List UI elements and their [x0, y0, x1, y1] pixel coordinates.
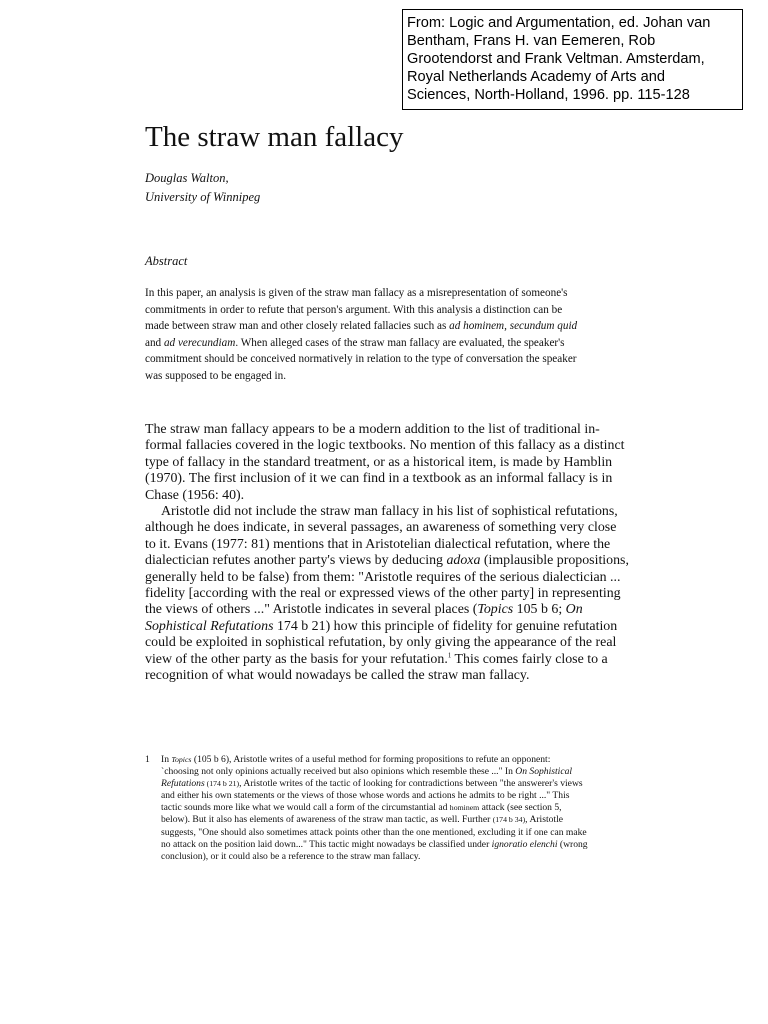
body-italic-term: adoxa — [446, 553, 481, 569]
footnote-text-run: (174 b 34) — [492, 815, 526, 825]
body-text-run: view of the other party as the basis for your refutation. — [145, 651, 448, 667]
body-line: Chase (1956: 40). — [145, 487, 245, 503]
footnote-text-run: attack (see section 5, — [479, 802, 562, 814]
body-line: recognition of what would nowadays be called the straw man fallacy. — [145, 668, 530, 684]
footnote-text-run: no attack on the position laid down..." This tactic might nowadays be classified under — [161, 838, 492, 850]
body-line: type of fallacy in the standard treatment, or as a historical item, is made by Hamblin — [145, 454, 613, 470]
body-text-run: This comes fairly close to a — [451, 651, 608, 667]
footnote-italic-term: Topics — [171, 755, 192, 764]
footnote-number: 1 — [145, 754, 150, 765]
body-italic-term: Topics — [477, 602, 514, 618]
footnote-text — [161, 754, 588, 863]
footnote-text-run: (174 b 21) — [204, 779, 240, 789]
body-text — [145, 422, 635, 685]
footnote-line — [161, 814, 588, 826]
paper-title: The straw man fallacy — [145, 121, 404, 153]
footnote-line: suggests, "One should also sometimes attack points other than the one mentioned, excluding it if one can make — [161, 826, 587, 838]
abstract-line — [145, 335, 630, 352]
body-line — [145, 619, 635, 635]
footnote-text-run: `choosing not only opinions actually received but also opinions which resemble these ..." In — [161, 766, 516, 778]
abstract-italic-term: ad hominem, secundum quid — [449, 320, 578, 333]
abstract-line — [145, 318, 630, 335]
footnote-text-run: (wrong — [557, 838, 588, 850]
author-block — [145, 169, 260, 207]
source-line: Sciences, North-Holland, 1996. pp. 115-128 — [407, 87, 690, 103]
body-text-run: (implausible propositions, — [480, 553, 629, 569]
footnote-italic-term: Refutations — [161, 778, 205, 790]
body-line: could be exploited in sophistical refutation, by only giving the appearance of the real — [145, 635, 617, 651]
abstract-line: commitment should be conceived normatively in relation to the type of conversation the speaker — [145, 353, 577, 366]
footnote-line — [161, 802, 588, 814]
abstract-line: was supposed to be engaged in. — [145, 369, 287, 382]
body-italic-term: On — [565, 602, 583, 618]
footnote-line: and either his own statements or the views of those whose words and actions he admits to be right ..." This — [161, 790, 570, 802]
abstract-text-run: made between straw man and other closely related fallacies such as — [145, 320, 450, 333]
footnote-text-run: , Aristotle — [525, 814, 564, 826]
body-text-run: 174 b 21) how this principle of fidelity for genuine refutation — [273, 618, 618, 634]
footnote-line — [161, 766, 588, 778]
footnote-line — [161, 839, 588, 851]
abstract-text — [145, 285, 630, 385]
abstract-heading: Abstract — [145, 254, 188, 268]
body-line: fidelity [according with the real or expressed views of the other party] in representing — [145, 586, 621, 602]
body-line — [145, 553, 635, 569]
footnote-line — [161, 754, 588, 766]
body-line: (1970). The first inclusion of it we can find in a textbook as an informal fallacy is in — [145, 471, 613, 487]
body-line: although he does indicate, in several passages, an awareness of something very close — [145, 520, 617, 536]
footnote-line — [161, 778, 588, 790]
body-italic-term: Sophistical Refutations — [145, 618, 274, 634]
body-line: The straw man fallacy appears to be a modern addition to the list of traditional in- — [145, 422, 600, 437]
footnote-text-run: (105 b 6), Aristotle writes of a useful method for forming propositions to refute an opponent: — [191, 754, 551, 765]
abstract-text-run: and — [145, 336, 164, 349]
footnote-text-run: In — [161, 754, 172, 765]
footnote-text-run: below). But it also has elements of awareness of the straw man tactic, as well. Further — [161, 814, 493, 826]
body-line: to it. Evans (1977: 81) mentions that in Aristotelian dialectical refutation, where the — [145, 536, 611, 552]
source-line: Grootendorst and Frank Veltman. Amsterdam, — [407, 51, 705, 67]
body-line — [145, 602, 635, 618]
body-line — [145, 652, 635, 668]
body-text-run: 105 b 6; — [513, 602, 566, 618]
abstract-text-run: . When alleged cases of the straw man fallacy are evaluated, the speaker's — [235, 336, 565, 349]
footnote-text-run: tactic sounds more like what we would call a form of the circumstantial ad — [161, 802, 450, 814]
abstract-line: commitments in order to refute that person's argument. With this analysis a distinction can be — [145, 303, 563, 316]
abstract-line: In this paper, an analysis is given of the straw man fallacy as a misrepresentation of someone's — [145, 287, 568, 299]
footnote-italic-term: On Sophistical — [515, 766, 573, 778]
body-line: Aristotle did not include the straw man fallacy in his list of sophistical refutations, — [161, 504, 618, 520]
footnote-text-run: hominem — [449, 803, 480, 813]
source-citation-box — [402, 9, 743, 110]
source-line: From: Logic and Argumentation, ed. Johan van — [407, 15, 711, 31]
footnote-italic-term: ignoratio elenchi — [491, 838, 558, 850]
body-line: formal fallacies covered in the logic textbooks. No mention of this fallacy as a distinct — [145, 438, 625, 454]
abstract-italic-term: ad verecundiam — [163, 336, 236, 349]
body-text-run: the views of others ..." Aristotle indicates in several places ( — [145, 602, 478, 618]
footnote-text-run: , Aristotle writes of the tactic of looking for contradictions between "the answerer's views — [239, 778, 583, 790]
footnote-line: conclusion), or it could also be a reference to the straw man fallacy. — [161, 850, 421, 862]
body-text-run: dialectician refutes another party's views by deducing — [145, 553, 447, 569]
author-affiliation: University of Winnipeg — [145, 190, 261, 204]
footnote-marker: 1 — [447, 651, 452, 660]
author-name: Douglas Walton, — [145, 171, 229, 185]
source-line: Royal Netherlands Academy of Arts and — [407, 69, 665, 85]
source-line: Bentham, Frans H. van Eemeren, Rob — [407, 33, 656, 49]
body-line: generally held to be false) from them: "Aristotle requires of the serious dialectician ... — [145, 569, 621, 585]
